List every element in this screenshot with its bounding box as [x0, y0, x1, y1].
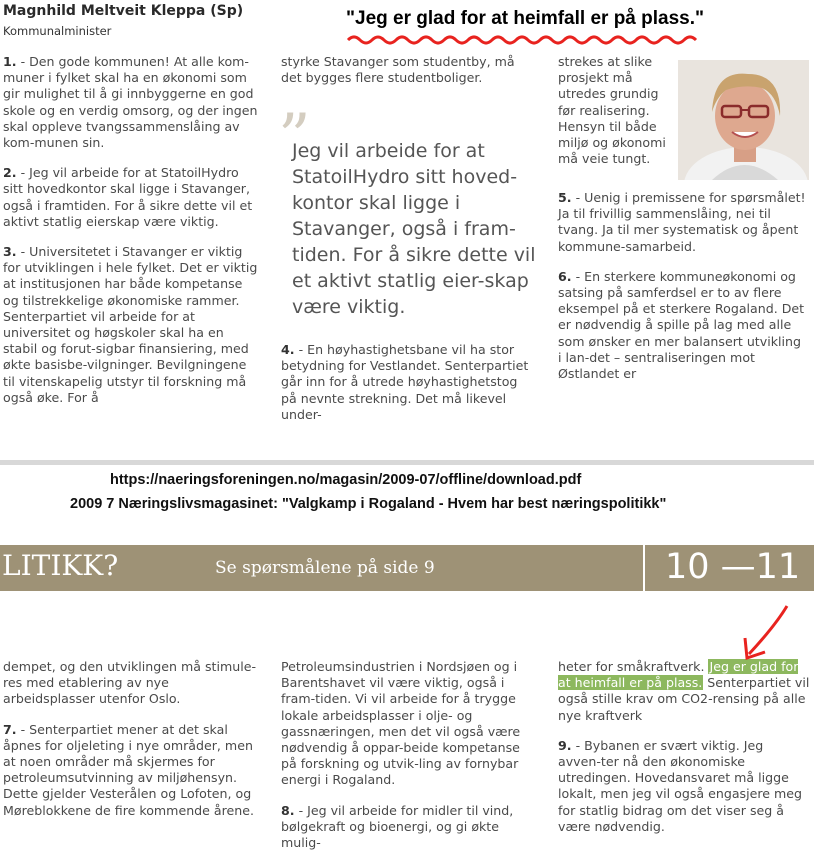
- paragraph-8: 8. - Jeg vil arbeide for midler til vind, bølgekraft og bioenergi, og gi økte mulig-: [281, 802, 514, 851]
- highlighted-quote: Jeg er glad for at heimfall er på plass.: [558, 659, 799, 691]
- quote-marks-icon: ”: [278, 101, 311, 175]
- bottom-column-3: [558, 659, 810, 849]
- paragraph-5: 5. - Uenig i premissene for spørsmålet! Ja til frivillig sammenslåing, nei til tvang. Ja til mer systematisk og åpent kommune-samarbeid.: [558, 190, 806, 254]
- paragraph-1: 1. - Den gode kommunen! At alle kom-muner i fylket skal ha en økonomi som gir mulighet til å gi innbyggerne en god skole og en verdig omsorg, og der ingen skal oppleve tvangssammenslåing av kom-munen sin.: [3, 54, 258, 151]
- band-divider: [643, 545, 645, 591]
- bottom-paragraph-petroleum: Petroleumsindustrien i Nordsjøen og i Barentshavet vil være viktig, også i fram-tiden. Vi vil arbeide for å trygge lokale arbeidsplasser i olje- og gassnæringen, men det vil også være nødvendig å oppar-beide kompetanse på forskning og utvik-ling av fornybar energi i Rogaland.: [281, 659, 521, 788]
- bottom-column-1: [3, 659, 261, 833]
- article-column-3: [558, 190, 808, 396]
- bottom-paragraph-kraft: heter for småkraftverk. Jeg er glad for at heimfall er på plass. Senterpartiet vil også stille krav om CO2-rensing på alle nye kraftverk: [558, 659, 810, 723]
- article-column-1: [3, 54, 261, 420]
- paragraph-2: 2. - Jeg vil arbeide for at StatoilHydro sitt hovedkontor skal ligge i Stavanger, også i framtiden. For å sikre dette vil et aktivt statlig eierskap være viktig.: [3, 165, 253, 229]
- source-caption: 2009 7 Næringslivsmagasinet: "Valgkamp i Rogaland - Hvem har best næringspolitikk": [70, 496, 667, 512]
- article-column-3-top: strekes at slike prosjekt må utredes grundig før realisering. Hensyn til både miljø og økonomi må veie tungt.: [558, 54, 666, 167]
- quote-headline: "Jeg er glad for at heimfall er på plass.": [346, 8, 705, 29]
- paragraph-4: 4. - En høyhastighetsbane vil ha stor betydning for Vestlandet. Senterpartiet går inn for å utrede høyhastighetstog på nevnte strekning. Det må likevel under-: [281, 342, 529, 422]
- section-title: LITIKK?: [2, 549, 119, 582]
- author-name: Magnhild Meltveit Kleppa (Sp): [3, 3, 244, 19]
- paragraph-3: 3. - Universitetet i Stavanger er viktig for utviklingen i hele fylket. Det er viktig at institusjonen har både kompetanse og tilstrekkelige økonomiske rammer. Senterpartiet vil arbeide for at universitet og høgskoler skal ha en stabil og forut-sigbar finansiering, med økte basisbe-vilgninger. Bevilgningene til vitenskapelig utstyr til forskning må også øke. For å: [3, 244, 258, 405]
- paragraph-6: 6. - En sterkere kommuneøkonomi og satsing på samferdsel er to av flere eksempel på et sterkere Rogaland. Det er nødvendig å spille på lag med alle som ønsker en mer balansert utvikling i lan-det – sentraliseringen mot Østlandet er: [558, 268, 805, 382]
- author-role: Kommunalminister: [3, 24, 112, 38]
- pull-quote: Jeg vil arbeide for at StatoilHydro sitt hoved-kontor skal ligge i Stavanger, også i fram-tiden. For å sikre dette vil et aktivt statlig eier-skap være viktig.: [292, 140, 536, 318]
- paragraph-9: 9. - Bybanen er svært viktig. Jeg avven-ter nå den økonomiske utredingen. Hovedansvaret må ligge lokalt, men jeg vil også engasjere meg for statlig bidrag om det viser seg å være nødvendig.: [558, 737, 803, 834]
- bottom-paragraph-intro: dempet, og den utviklingen må stimule-res med etablering av nye arbeidsplasser utenfor Oslo.: [3, 659, 257, 707]
- red-squiggle-underline: [346, 33, 706, 45]
- paragraph-7: 7. - Senterpartiet mener at det skal åpnes for oljeleting i nye områder, men at noen områder må skjermes for petroleumsutvinning av miljøhensyn. Dette gjelder Vesterålen og Lofoten, og Møreblokkene de fire kommende årene.: [3, 721, 255, 818]
- portrait-photo: [678, 60, 809, 180]
- article-column-2-top: styrke Stavanger som studentby, må det bygges flere studentboliger.: [281, 54, 515, 86]
- page-separator: [0, 460, 814, 465]
- page-numbers: 10 —11: [665, 547, 801, 587]
- bottom-column-2: [281, 659, 531, 865]
- source-url: https://naeringsforeningen.no/magasin/2009-07/offline/download.pdf: [110, 472, 582, 488]
- section-subtitle: Se spørsmålene på side 9: [215, 558, 435, 578]
- red-arrow-icon: [735, 602, 795, 664]
